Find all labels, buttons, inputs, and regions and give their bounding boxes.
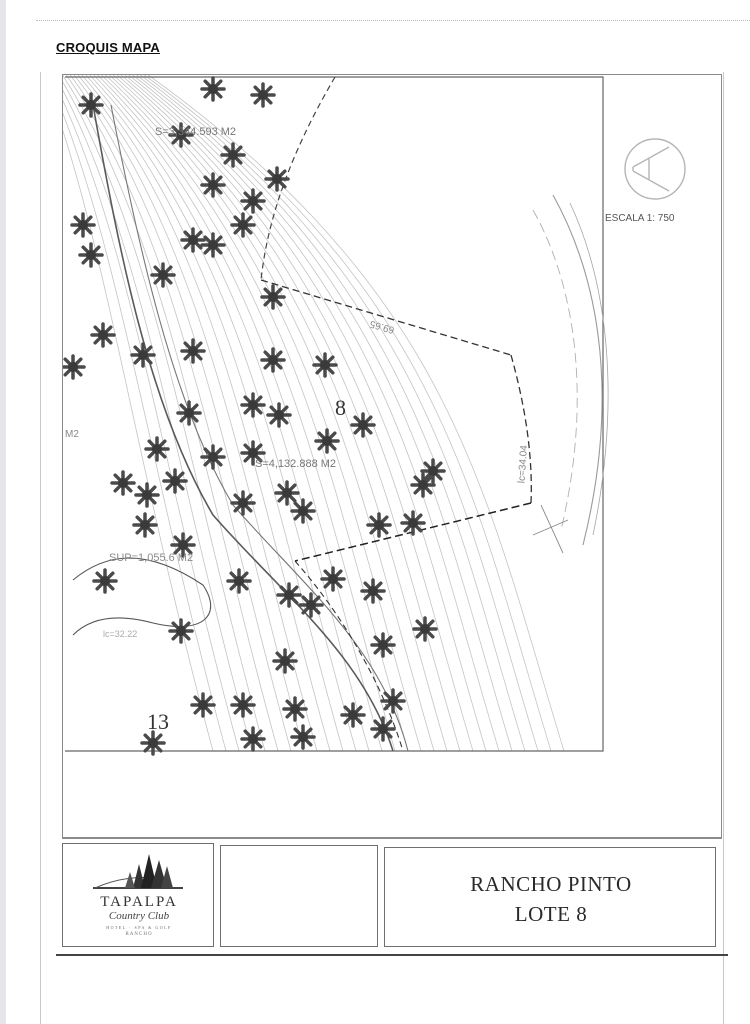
tree-symbol-icon xyxy=(63,356,84,378)
tree-symbol-icon xyxy=(278,584,300,606)
tree-symbol-icon xyxy=(262,286,284,308)
area-label-lot-8: S=4,132.888 M2 xyxy=(255,458,337,470)
map-frame xyxy=(62,74,722,838)
blank-panel xyxy=(220,845,378,947)
tree-symbol-icon xyxy=(228,570,250,592)
contour-line xyxy=(63,75,265,751)
tree-symbol-icon xyxy=(132,344,154,366)
tree-symbol-icon xyxy=(414,618,436,640)
scale-label: ESCALA 1: 750 xyxy=(605,213,675,224)
dimension-label-top: 69.65 xyxy=(368,317,396,336)
contour-line xyxy=(63,75,252,751)
tree-symbol-icon xyxy=(242,394,264,416)
project-name-panel xyxy=(384,847,716,947)
tree-symbol-icon xyxy=(146,438,168,460)
tree-symbol-icon xyxy=(170,620,192,642)
north-arrow-icon xyxy=(625,139,685,199)
contour-line xyxy=(121,75,473,751)
tree-symbol-icon xyxy=(352,414,374,436)
tree-symbol-icon xyxy=(322,568,344,590)
tree-symbol-icon xyxy=(182,229,204,251)
tree-symbol-icon xyxy=(164,470,186,492)
site-map xyxy=(63,75,723,839)
tree-symbol-icon xyxy=(262,349,284,371)
tree-symbol-icon xyxy=(134,514,156,536)
page-edge xyxy=(0,0,6,1024)
tree-symbol-icon xyxy=(362,580,384,602)
cul-de-sac-arc-mid xyxy=(570,203,608,535)
tree-symbol-icon xyxy=(222,144,244,166)
tree-symbol-icon xyxy=(178,402,200,424)
title-block xyxy=(62,838,722,951)
dimension-label-arc: lc=34.04 xyxy=(516,444,531,484)
tree-symbol-icon xyxy=(182,340,204,362)
tree-symbol-icon xyxy=(242,190,264,212)
tree-symbol-icon xyxy=(314,354,336,376)
tree-symbol-icon xyxy=(276,482,298,504)
tree-symbol-icon xyxy=(202,234,224,256)
cul-de-sac-arc-inner xyxy=(533,210,577,530)
project-title: RANCHO PINTO xyxy=(470,872,632,896)
tree-symbol-icon xyxy=(232,694,254,716)
tree-symbol-icon xyxy=(142,732,164,754)
tree-symbol-icon xyxy=(202,174,224,196)
top-divider xyxy=(36,20,750,21)
tree-symbol-icon xyxy=(274,650,296,672)
tree-symbol-icon xyxy=(402,512,424,534)
tree-symbol-icon xyxy=(72,214,94,236)
lot-number-13: 13 xyxy=(147,709,169,734)
dimension-label-road: lc=32.22 xyxy=(103,629,138,639)
page-heading: CROQUIS MAPA xyxy=(56,40,160,55)
tree-symbol-icon xyxy=(292,726,314,748)
logo-name: TAPALPA xyxy=(100,894,178,910)
tree-symbol-icon xyxy=(342,704,364,726)
area-label-edge: M2 xyxy=(65,429,79,440)
tree-symbol-icon xyxy=(372,634,394,656)
tree-symbol-icon xyxy=(152,264,174,286)
cul-de-sac-arc-outer xyxy=(553,195,602,545)
tree-symbol-icon xyxy=(112,472,134,494)
area-label-top: S=3,344.593 M2 xyxy=(155,126,237,138)
lot-number-8: 8 xyxy=(335,395,346,420)
logo-panel xyxy=(62,843,214,947)
tree-symbol-icon xyxy=(232,214,254,236)
tree-symbol-icon xyxy=(292,500,314,522)
tree-cluster xyxy=(63,78,444,754)
tree-symbol-icon xyxy=(80,244,102,266)
tree-symbol-icon xyxy=(232,492,254,514)
logo-sub: RANCHO xyxy=(125,932,153,937)
tree-symbol-icon xyxy=(136,484,158,506)
lot-title: LOTE 8 xyxy=(514,902,588,926)
tree-symbol-icon xyxy=(92,324,114,346)
logo-script: Country Club xyxy=(108,910,170,922)
tree-symbol-icon xyxy=(284,698,306,720)
tree-symbol-icon xyxy=(242,728,264,750)
tree-symbol-icon xyxy=(202,78,224,100)
lot-8-top-boundary xyxy=(261,280,511,355)
tree-symbol-icon xyxy=(266,168,288,190)
tree-symbol-icon xyxy=(300,594,322,616)
tree-symbol-icon xyxy=(80,94,102,116)
tree-symbol-icon xyxy=(94,570,116,592)
area-label-lot-13: SUP=1,055.6 M2 xyxy=(109,552,194,564)
tree-symbol-icon xyxy=(422,460,444,482)
tree-symbol-icon xyxy=(202,446,224,468)
pine-trees-logo-icon xyxy=(63,844,215,894)
tree-symbol-icon xyxy=(372,718,394,740)
contour-line xyxy=(148,75,564,751)
tree-symbol-icon xyxy=(382,690,404,712)
tree-symbol-icon xyxy=(412,474,434,496)
tree-symbol-icon xyxy=(252,84,274,106)
survey-mark xyxy=(533,505,568,553)
contour-lines xyxy=(63,75,564,751)
tree-symbol-icon xyxy=(316,430,338,452)
tree-symbol-icon xyxy=(368,514,390,536)
tree-symbol-icon xyxy=(192,694,214,716)
tree-symbol-icon xyxy=(268,404,290,426)
bottom-rule xyxy=(56,954,728,956)
logo-tagline: HOTEL · SPA & GOLF xyxy=(106,925,172,930)
